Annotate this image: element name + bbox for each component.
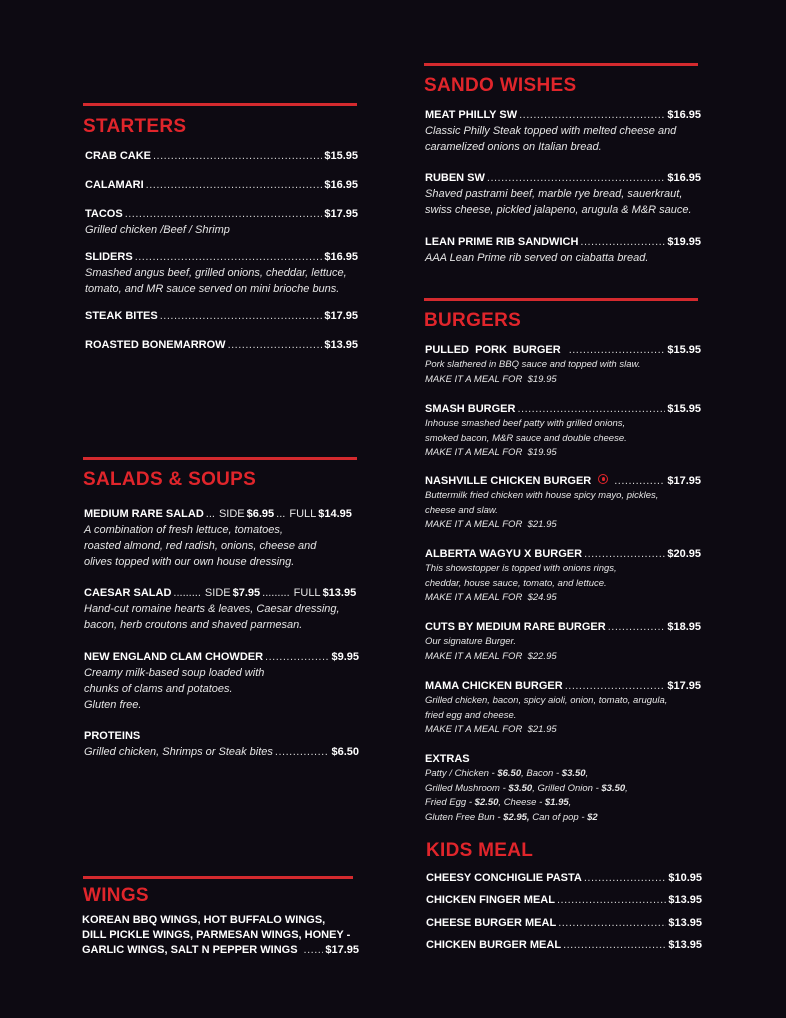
wings-divider: [83, 876, 353, 879]
leader-dots: [584, 871, 666, 886]
item-name: TACOS: [85, 208, 123, 220]
item-price: $16.95: [324, 251, 358, 263]
side-separator: ...: [205, 508, 215, 520]
menu-item-medium-rare-salad: [84, 507, 359, 570]
menu-item-roasted-bonemarrow: [85, 338, 358, 353]
menu-item-sliders: [85, 250, 358, 297]
menu-item-chicken-burger-meal: [426, 938, 702, 953]
leader-dots: [487, 171, 665, 186]
burgers-title: BURGERS: [424, 310, 522, 331]
leader-dots: [584, 547, 665, 562]
side-label: SIDE: [204, 587, 231, 599]
item-name: CALAMARI: [85, 179, 144, 191]
leader-dots: [558, 916, 666, 931]
item-name: CRAB CAKE: [85, 150, 151, 162]
item-price: $20.95: [667, 548, 701, 560]
item-description: Smashed angus beef, grilled onions, cheddar, lettuce, tomato, and MR sauce served on mini brioche buns.: [85, 267, 347, 295]
item-description: Shaved pastrami beef, marble rye bread, sauerkraut, swiss cheese, pickled jalapeno, arugula & M&R sauce.: [425, 188, 692, 216]
item-price: $6.50: [331, 746, 359, 758]
leader-dots: [125, 207, 323, 222]
menu-item-crab-cake: [85, 149, 358, 164]
salads-title: SALADS & SOUPS: [83, 469, 257, 490]
menu-item-mama-chicken-burger: [425, 679, 701, 738]
menu-item-pulled-pork-burger: [425, 343, 701, 387]
wings-line-3: GARLIC WINGS, SALT N PEPPER WINGS: [82, 944, 298, 956]
item-name: CHICKEN BURGER MEAL: [426, 939, 562, 951]
item-description: This showstopper is topped with onions rings, cheddar, house sauce, tomato, and lettuce.: [425, 563, 617, 589]
leader-dots: [565, 679, 666, 694]
leader-dots: [304, 943, 324, 958]
item-name: CHEESY CONCHIGLIE PASTA: [426, 872, 582, 884]
item-price: $18.95: [667, 621, 701, 633]
full-separator: ...: [276, 508, 286, 520]
item-price: $13.95: [668, 917, 702, 929]
meal-upgrade: MAKE IT A MEAL FOR $21.95: [425, 519, 557, 530]
item-description: A combination of fresh lettuce, tomatoes, roasted almond, red radish, onions, cheese and olives topped with our own house dressing.: [84, 524, 317, 568]
item-description: Grilled chicken, bacon, spicy aioli, onion, tomato, arugula, fried egg and cheese.: [425, 695, 668, 721]
meal-upgrade: MAKE IT A MEAL FOR $21.95: [425, 724, 557, 735]
leader-dots: [160, 309, 323, 324]
item-name: MEDIUM RARE SALAD: [84, 508, 204, 520]
item-description: Buttermilk fried chicken with house spicy mayo, pickles, cheese and slaw.: [425, 490, 659, 516]
menu-item-smash-burger: [425, 402, 701, 461]
extras-line-2: Grilled Mushroom - $3.50, Grilled Onion - $3.50,: [425, 782, 628, 794]
item-name: PROTEINS: [84, 730, 141, 742]
wings-line-1: KOREAN BBQ WINGS, HOT BUFFALO WINGS,: [82, 914, 326, 926]
item-price: $15.95: [667, 403, 701, 415]
menu-item-clam-chowder: [84, 650, 359, 713]
item-description: Creamy milk-based soup loaded with chunks of clams and potatoes. Gluten free.: [84, 667, 265, 711]
item-price: $19.95: [667, 236, 701, 248]
menu-item-nashville-chicken-burger: [425, 474, 701, 533]
burgers-divider: [424, 298, 698, 301]
menu-item-caesar-salad: [84, 586, 359, 633]
menu-item-cuts-burger: [425, 620, 701, 664]
item-description: Inhouse smashed beef patty with grilled onions, smoked bacon, M&R sauce and double cheese.: [425, 418, 627, 444]
item-description: Grilled chicken /Beef / Shrimp: [85, 224, 230, 236]
meal-upgrade: MAKE IT A MEAL FOR $22.95: [425, 650, 557, 662]
item-price: $16.95: [324, 179, 358, 191]
item-price: $17.95: [324, 310, 358, 322]
item-name: NEW ENGLAND CLAM CHOWDER: [84, 651, 264, 663]
item-price: $17.95: [667, 475, 701, 487]
item-description: Pork slathered in BBQ sauce and topped with slaw.: [425, 359, 641, 370]
starters-title: STARTERS: [83, 116, 187, 137]
menu-item-wings: [82, 913, 359, 958]
leader-dots: [519, 108, 665, 123]
menu-item-meat-philly: [425, 108, 701, 155]
full-label: FULL: [293, 587, 321, 599]
leader-dots: [563, 938, 666, 953]
item-description: AAA Lean Prime rib served on ciabatta bread.: [425, 252, 649, 264]
leader-dots: [580, 235, 665, 250]
item-price: $17.95: [667, 680, 701, 692]
extras-block: [425, 752, 701, 825]
leader-dots: [614, 474, 665, 489]
menu-item-tacos: [85, 207, 358, 238]
sando-title: SANDO WISHES: [424, 75, 577, 96]
side-price: $6.95: [246, 508, 275, 520]
item-price: $15.95: [324, 150, 358, 162]
item-name: CHEESE BURGER MEAL: [426, 917, 557, 929]
item-description: Classic Philly Steak topped with melted cheese and caramelized onions on Italian bread.: [425, 125, 677, 153]
item-price: $15.95: [667, 344, 701, 356]
menu-item-proteins: [84, 729, 359, 760]
extras-line-1: Patty / Chicken - $6.50, Bacon - $3.50,: [425, 768, 589, 779]
item-price: $9.95: [331, 651, 359, 663]
meal-upgrade: MAKE IT A MEAL FOR $24.95: [425, 592, 557, 603]
wings-line-2: DILL PICKLE WINGS, PARMESAN WINGS, HONEY -: [82, 929, 351, 941]
item-name: SMASH BURGER: [425, 403, 516, 415]
leader-dots: [517, 402, 665, 417]
full-separator: .........: [262, 587, 290, 599]
salads-divider: [83, 457, 357, 460]
meal-upgrade: MAKE IT A MEAL FOR $19.95: [425, 373, 557, 385]
side-price: $7.95: [232, 587, 261, 599]
item-price: $13.95: [668, 894, 702, 906]
leader-dots: [228, 338, 323, 353]
item-description: Hand-cut romaine hearts & leaves, Caesar dressing, bacon, herb croutons and shaved parmesan.: [84, 603, 340, 631]
item-name: MEAT PHILLY SW: [425, 109, 518, 121]
sando-divider: [424, 63, 698, 66]
full-price: $13.95: [322, 587, 357, 599]
menu-item-cheesy-pasta: [426, 871, 702, 886]
item-name: ROASTED BONEMARROW: [85, 339, 226, 351]
leader-dots: [265, 650, 329, 665]
extras-line-4: Gluten Free Bun - $2.95, Can of pop - $2: [425, 811, 598, 823]
item-name: STEAK BITES: [85, 310, 158, 322]
wings-title: WINGS: [83, 885, 149, 906]
leader-dots: [153, 149, 322, 164]
full-price: $14.95: [318, 508, 352, 520]
item-price: $13.95: [324, 339, 358, 351]
menu-item-ruben: [425, 171, 701, 218]
item-price: $17.95: [324, 208, 358, 220]
starters-divider: [83, 103, 357, 106]
item-name: CHICKEN FINGER MEAL: [426, 894, 555, 906]
menu-item-alberta-wagyu-burger: [425, 547, 701, 606]
item-price: $13.95: [668, 939, 702, 951]
meal-upgrade: MAKE IT A MEAL FOR $19.95: [425, 447, 557, 458]
side-separator: .........: [173, 587, 201, 599]
side-label: SIDE: [218, 508, 245, 520]
full-label: FULL: [289, 508, 317, 520]
item-description: Grilled chicken, Shrimps or Steak bites: [84, 746, 273, 758]
leader-dots: [275, 744, 330, 760]
item-price: $10.95: [668, 872, 702, 884]
leader-dots: [557, 893, 666, 908]
item-name: NASHVILLE CHICKEN BURGER: [425, 475, 592, 487]
leader-dots: [146, 178, 323, 193]
item-price: $16.95: [667, 109, 701, 121]
item-name: PULLED PORK BURGER: [425, 344, 561, 356]
menu-item-calamari: [85, 178, 358, 193]
item-name: RUBEN SW: [425, 172, 485, 184]
leader-dots: [569, 343, 666, 358]
leader-dots: [608, 620, 666, 635]
menu-item-steak-bites: [85, 309, 358, 324]
leader-dots: [135, 250, 323, 265]
kids-title: KIDS MEAL: [426, 840, 534, 861]
menu-item-cheese-burger-meal: [426, 916, 702, 931]
item-name: ALBERTA WAGYU X BURGER: [425, 548, 583, 560]
item-name: CUTS BY MEDIUM RARE BURGER: [425, 621, 606, 633]
item-description: Our signature Burger.: [425, 636, 516, 647]
spicy-flame-icon: [598, 474, 608, 484]
extras-title: EXTRAS: [425, 753, 470, 765]
menu-item-chicken-finger: [426, 893, 702, 908]
item-name: SLIDERS: [85, 251, 133, 263]
item-name: CAESAR SALAD: [84, 587, 172, 599]
item-name: MAMA CHICKEN BURGER: [425, 680, 563, 692]
menu-item-prime-rib: [425, 235, 701, 266]
item-name: LEAN PRIME RIB SANDWICH: [425, 236, 579, 248]
item-price: $16.95: [667, 172, 701, 184]
item-price: $17.95: [325, 944, 359, 956]
extras-line-3: Fried Egg - $2.50, Cheese - $1.95,: [425, 797, 572, 808]
